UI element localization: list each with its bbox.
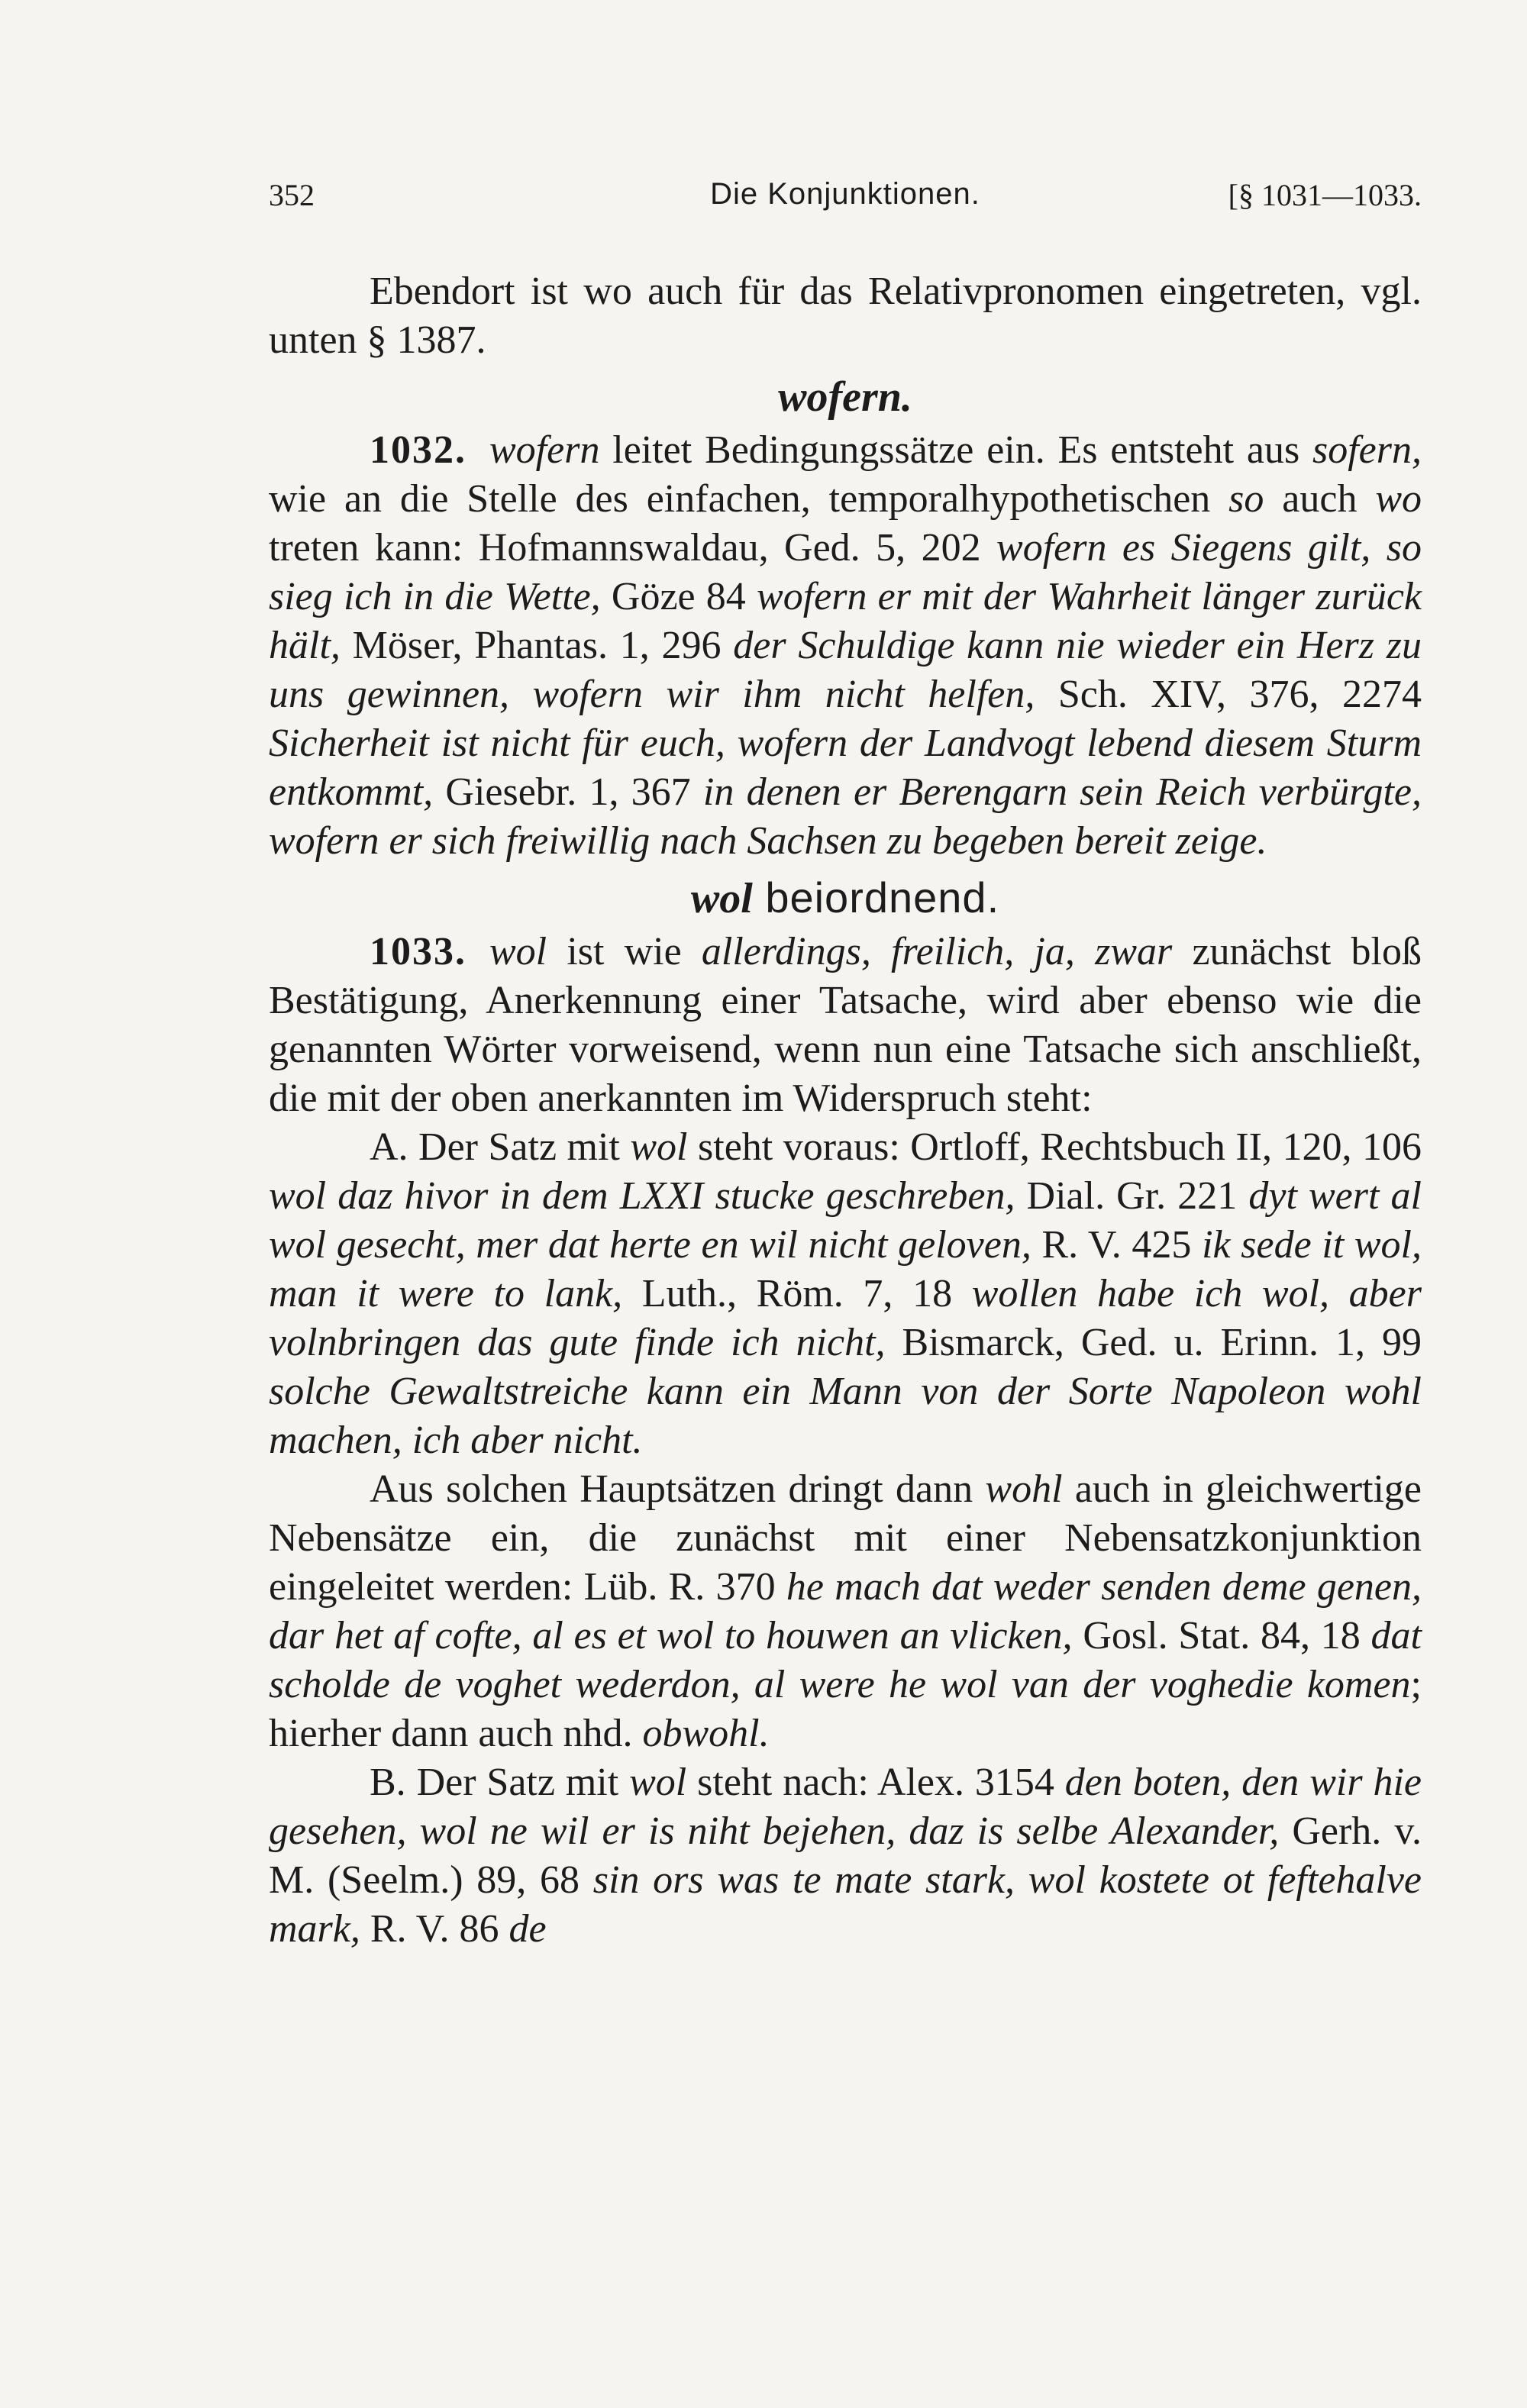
running-header	[269, 177, 1422, 223]
citation: Dial. Gr. 221	[1015, 1174, 1249, 1218]
citation: auch in gleichwertige Nebensätze ein, die zunächst mit einer Nebensatzkonjunktion eingeleitet werden: Lüb. R. 370	[269, 1467, 1422, 1609]
citation: Giesebr. 1, 367	[433, 770, 703, 814]
example-quote: wol daz hivor in dem LXXI stucke geschreben,	[269, 1174, 1015, 1218]
keyword: wol	[629, 1761, 687, 1804]
example-quote: dyt wert al wol gesecht, mer dat herte en wil nicht geloven,	[269, 1174, 1422, 1267]
paragraph-1033	[269, 928, 1422, 1123]
section-number: 1033.	[370, 930, 466, 973]
text-run: zunächst bloß Bestätigung, Anerkennung einer Tatsache, wird aber ebenso wie die genannten Wörter vorweisend, wenn nun eine Tatsache sich anschließt, die mit der oben anerkannten im Widerspruch steht:	[269, 930, 1422, 1120]
example-quote: in denen er Berengarn sein Reich verbürgte, wofern er sich freiwillig nach Sachsen zu begeben bereit zeige.	[269, 770, 1422, 863]
citation: Sch. XIV, 376, 2274	[1035, 673, 1422, 716]
keyword: so	[1228, 477, 1264, 521]
text-run: leitet Bedingungssätze ein. Es entsteht aus	[599, 428, 1312, 472]
example-quote: he mach dat weder senden deme genen, dar het af cofte, al es et wol to houwen an vlicken,	[269, 1565, 1422, 1658]
example-quote: Sicherheit ist nicht für euch, wofern der Landvogt lebend diesem Sturm entkommt,	[269, 721, 1422, 814]
keyword: wohl	[985, 1467, 1063, 1511]
intro-paragraph	[269, 267, 1422, 365]
page-number: 352	[269, 178, 315, 212]
example-quote: wollen habe ich wol, aber volnbringen das gute finde ich nicht,	[269, 1272, 1422, 1364]
keyword: wo	[1375, 477, 1422, 521]
text-run: B. Der Satz mit	[370, 1761, 630, 1804]
example-quote: ik sede it wol, man it were to lank,	[269, 1223, 1422, 1315]
heading-rest: beiordnend.	[752, 873, 1000, 922]
heading-wol-beiordnend	[269, 873, 1422, 923]
citation: R. V. 86	[360, 1907, 509, 1951]
page-body	[269, 267, 1422, 1954]
heading-keyword: wol	[690, 875, 753, 922]
citation: Gosl. Stat. 84, 18	[1072, 1614, 1371, 1658]
example-quote: de	[508, 1907, 547, 1951]
intro-text: Ebendort ist wo auch für das Relativpronomen eingetreten, vgl. unten § 1387.	[269, 270, 1422, 362]
example-quote: der Schuldige kann nie wieder ein Herz zu uns gewinnen, wofern wir ihm nicht helfen,	[269, 624, 1422, 716]
paragraph-1032	[269, 426, 1422, 866]
section-number: 1032.	[370, 428, 466, 472]
text-run: A. Der Satz mit	[370, 1125, 631, 1169]
citation: Göze 84	[600, 575, 757, 618]
keyword: obwohl.	[642, 1712, 770, 1755]
example-quote: sin ors was te mate stark, wol kostete ot feftehalve mark,	[269, 1858, 1422, 1951]
citation: Gerh. v. M. (Seelm.) 89, 68	[269, 1809, 1422, 1902]
text-run: ist wie	[547, 930, 702, 973]
paragraph-aus	[269, 1465, 1422, 1758]
text-run: auch	[1264, 477, 1376, 521]
heading-wofern: wofern.	[778, 373, 912, 421]
citation: Bismarck, Ged. u. Erinn. 1, 99	[885, 1321, 1422, 1364]
section-range: [§ 1031—1033.	[1228, 178, 1422, 212]
example-quote: dat scholde de voghet wederdon, al were he wol van der voghedie komen	[269, 1614, 1422, 1706]
keyword: wofern	[489, 428, 600, 472]
paragraph-a	[269, 1123, 1422, 1465]
citation: Möser, Phantas. 1, 296	[340, 624, 734, 667]
text-run: treten kann: Hofmannswaldau, Ged. 5, 202	[269, 526, 997, 570]
running-title: Die Konjunktionen.	[710, 177, 980, 211]
citation: steht nach: Alex. 3154	[686, 1761, 1065, 1804]
text-run: ; hierher dann auch nhd.	[269, 1663, 1422, 1755]
keyword: sofern,	[1312, 428, 1422, 472]
example-quote: den boten, den wir hie gesehen, wol ne wil er is niht bejehen, daz is selbe Alexander,	[269, 1761, 1422, 1853]
keyword: wol	[630, 1125, 688, 1169]
example-quote: wofern es Siegens gilt, so sieg ich in die Wette,	[269, 526, 1422, 618]
paragraph-b	[269, 1758, 1422, 1954]
example-quote: solche Gewaltstreiche kann ein Mann von der Sorte Napoleon wohl machen, ich aber nicht.	[269, 1370, 1422, 1462]
citation: Luth., Röm. 7, 18	[622, 1272, 972, 1315]
citation: steht voraus: Ortloff, Rechtsbuch II, 120, 106	[687, 1125, 1422, 1169]
keyword: wol	[489, 930, 547, 973]
keyword: allerdings, freilich, ja, zwar	[701, 930, 1173, 973]
citation: R. V. 425	[1031, 1223, 1203, 1267]
example-quote: wofern er mit der Wahrheit länger zurück hält,	[269, 575, 1422, 667]
text-run: wie an die Stelle des einfachen, temporalhypothetischen	[269, 477, 1229, 521]
text-run: Aus solchen Hauptsätzen dringt dann	[370, 1467, 986, 1511]
